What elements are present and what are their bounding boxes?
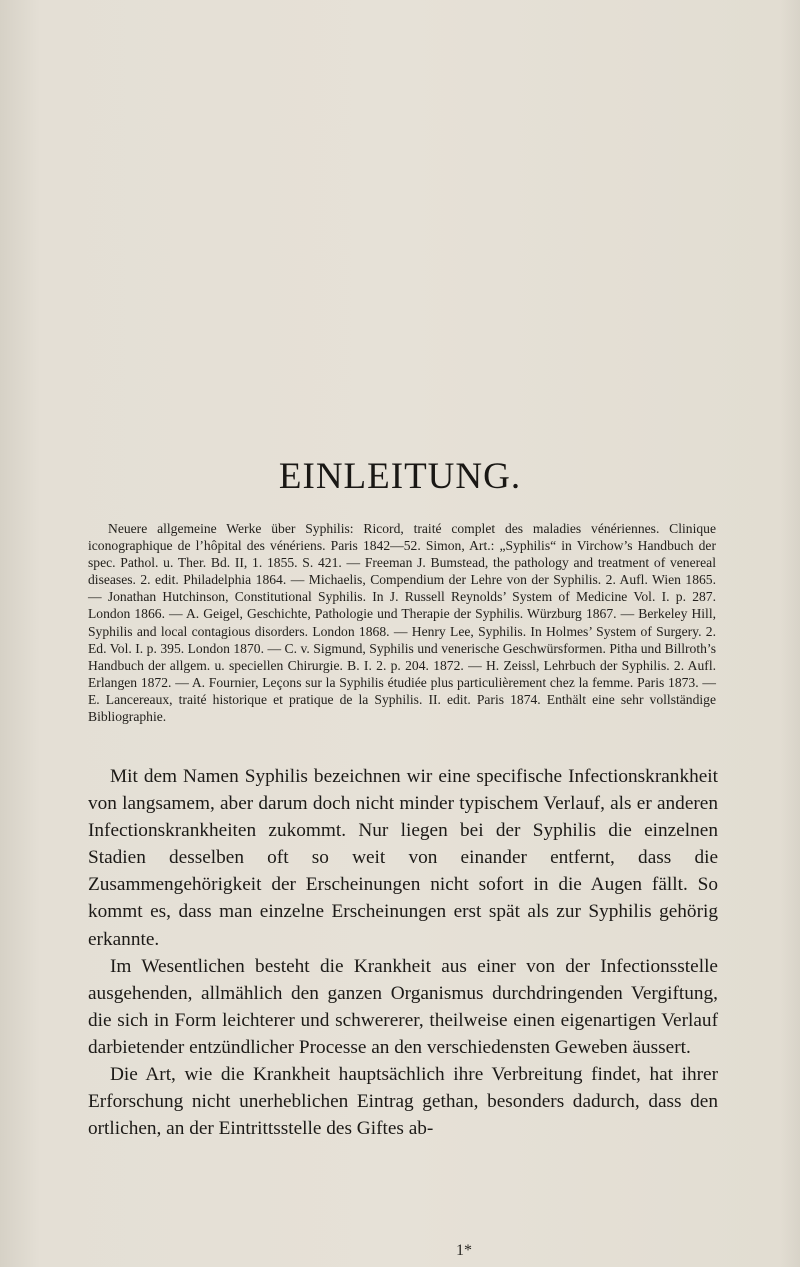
chapter-heading: EINLEITUNG. [278,456,522,497]
body-paragraph-1: Mit dem Namen Syphilis bezeichnen wir eine specifische Infectionskrankheit von langsamem, aber darum doch nicht minder typischem Verlauf, als er anderen Infectionskrankheiten zukommt. Nur liegen bei der Syphilis die einzelnen Stadien desselben oft so weit von einander entfernt, dass die Zusammengehörigkeit der Erscheinungen nicht sofort in die Augen fällt. So kommt es, dass man einzelne Erscheinungen erst spät als zur Syphilis gehörig erkannte. [88,766,718,950]
body-text [88,763,718,1142]
bibliography-paragraph: Neuere allgemeine Werke über Syphilis: Ricord, traité complet des maladies vénériennes. Clinique iconographique de l’hôpital des vénériens. Paris 1842—52. Simon, Art.: „Syphilis“ in Virchow’s Handbuch der spec. Pathol. u. Ther. Bd. II, 1. 1855. S. 421. — Freeman J. Bumstead, the pathology and treatment of venereal diseases. 2. edit. Philadelphia 1864. — Michaelis, Compendium der Lehre von der Syphilis. 2. Aufl. Wien 1865. — Jonathan Hutchinson, Constitutional Syphilis. In J. Russell Reynolds’ System of Medicine Vol. I. p. 287. London 1866. — A. Geigel, Geschichte, Pathologie und Therapie der Syphilis. Würzburg 1867. — Berkeley Hill, Syphilis and local contagious disorders. London 1868. — Henry Lee, Syphilis. In Holmes’ System of Surgery. 2. Ed. Vol. I. p. 395. London 1870. — C. v. Sigmund, Syphilis und venerische Geschwürsformen. Pitha und Billroth’s Handbuch der allgem. u. speciellen Chirurgie. B. I. 2. p. 204. 1872. — H. Zeissl, Lehrbuch der Syphilis. 2. Aufl. Erlangen 1872. — A. Fournier, Leçons sur la Syphilis étudiée plus particulièrement chez la femme. Paris 1873. — E. Lancereaux, traité historique et pratique de la Syphilis. II. edit. Paris 1874. Enthält eine sehr vollständige Bibliographie. [88,521,716,725]
printer-signature-mark: 1* [456,1242,472,1259]
body-paragraph-2: Im Wesentlichen besteht die Krankheit aus einer von der Infectionsstelle ausgehenden, allmählich den ganzen Organismus durchdringenden Vergiftung, die sich in Form leichterer und schwererer, theilweise einen eigenartigen Verlauf darbietender entzündlicher Processe an den verschiedensten Geweben äussert. [88,955,718,1058]
body-paragraph-3: Die Art, wie die Krankheit hauptsächlich ihre Verbreitung findet, hat ihrer Erforschung nicht unerheblichen Eintrag gethan, besonders dadurch, dass den ortlichen, an der Eintrittsstelle des Giftes ab- [88,1064,718,1140]
